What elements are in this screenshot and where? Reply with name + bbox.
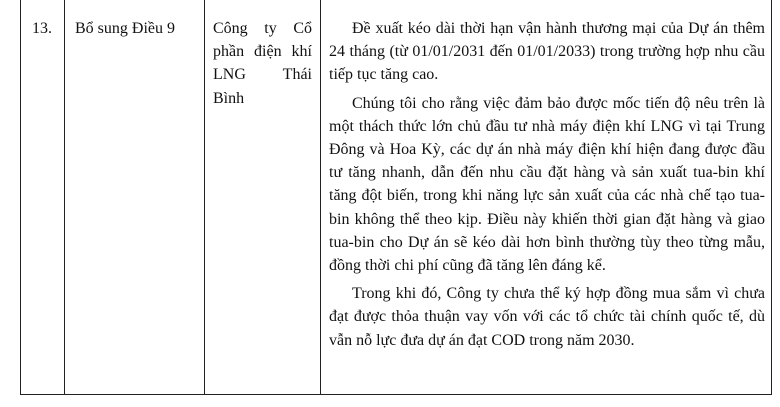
row-number: 13. — [32, 20, 52, 37]
table-border-right — [771, 0, 772, 394]
organization-line: phần điện khí — [213, 43, 312, 61]
content-paragraph: Trong khi đó, Công ty chưa thể ký hợp đồng mua sắm vì chưa đạt được thỏa thuận vay vốn với các tổ chức tài chính quốc tế, dù vẫn nỗ lực đưa dự án đạt COD trong năm 2030. — [329, 285, 765, 349]
row-organization — [213, 0, 312, 110]
content-paragraph: Đề xuất kéo dài thời hạn vận hành thương mại của Dự án thêm 24 tháng (từ 01/01/2031 đến 01/01/2033) trong trường hợp nhu cầu tiếp tục tăng cao. — [329, 20, 765, 84]
table-divider-3 — [320, 0, 321, 394]
content-paragraph: Chúng tôi cho rằng việc đảm bảo được mốc tiến độ nêu trên là một thách thức lớn chủ đầu tư nhà máy điện khí LNG vì tại Trung Đông và Hoa Kỳ, các dự án nhà máy điện khí hiện đang được đầu tư tăng nhanh, dẫn đến nhu cầu đặt hàng và sản xuất tua-bin khí tăng đột biến, trong khi năng lực sản xuất của các nhà chế tạo tua-bin không thể theo kịp. Điều này khiến thời gian đặt hàng và giao tua-bin cho Dự án sẽ kéo dài hơn bình thường tùy theo từng mẫu, đồng thời chi phí cũng đã tăng lên đáng kể. — [329, 94, 765, 275]
organization-line: LNG Thái — [213, 66, 312, 84]
table-bottom-border — [20, 394, 772, 395]
table-divider-1 — [64, 0, 65, 394]
table-divider-2 — [204, 0, 205, 394]
row-title: Bổ sung Điều 9 — [75, 20, 175, 37]
row-content — [329, 0, 765, 357]
organization-line: Bình — [213, 89, 245, 107]
table-border-left — [20, 0, 21, 394]
organization-line: Công ty Cổ — [213, 20, 312, 37]
